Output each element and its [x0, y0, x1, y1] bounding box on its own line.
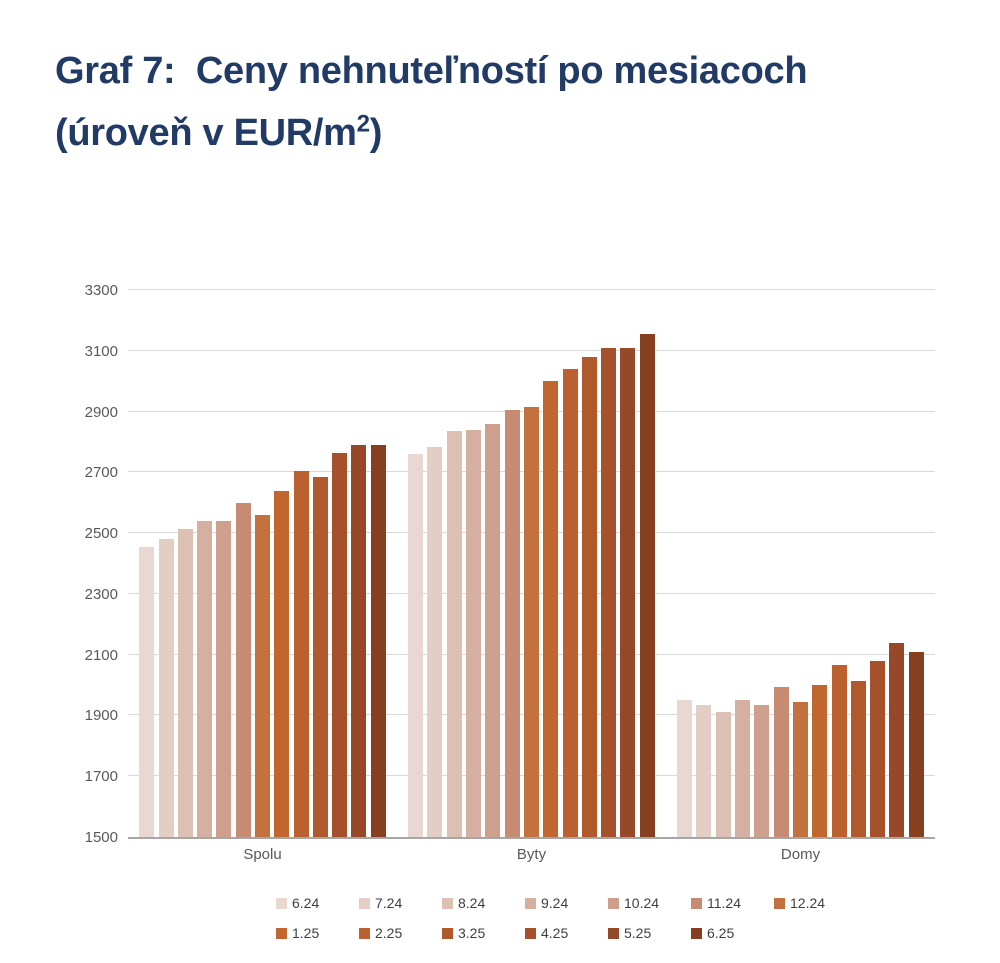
- bar-8.24-byty: [447, 431, 462, 837]
- bar-group-byty: [397, 290, 666, 837]
- legend-item-10.24: [608, 895, 691, 911]
- legend-swatch-icon: [276, 898, 287, 909]
- y-axis-tick: 2100: [84, 646, 118, 664]
- legend-item-1.25: [276, 925, 359, 941]
- legend-label: 9.24: [541, 895, 569, 911]
- x-axis-labels: [128, 846, 935, 863]
- bar-5.25-domy: [889, 643, 904, 837]
- chart-title-superscript: 2: [356, 110, 370, 138]
- x-axis-label-domy: Domy: [780, 846, 821, 863]
- legend: [276, 888, 857, 948]
- legend-label: 10.24: [624, 895, 660, 911]
- legend-swatch-icon: [691, 898, 702, 909]
- legend-swatch-icon: [442, 898, 453, 909]
- legend-row-1: [276, 888, 857, 918]
- bar-6.25-domy: [909, 652, 924, 837]
- y-axis-tick: 3100: [84, 342, 118, 360]
- x-axis-label-spolu: Spolu: [243, 846, 282, 863]
- bar-8.24-domy: [716, 712, 731, 837]
- bar-3.25-domy: [851, 681, 866, 838]
- legend-label: 6.24: [292, 895, 320, 911]
- legend-swatch-icon: [359, 898, 370, 909]
- y-axis-tick: 2500: [84, 525, 118, 543]
- bar-5.25-byty: [620, 348, 635, 837]
- bar-4.25-domy: [870, 661, 885, 837]
- bar-7.24-domy: [696, 705, 711, 837]
- bar-11.24-domy: [774, 687, 789, 837]
- legend-item-11.24: [691, 895, 774, 911]
- bar-8.24-spolu: [178, 529, 193, 837]
- legend-label: 12.24: [790, 895, 826, 911]
- legend-item-4.25: [525, 925, 608, 941]
- bar-11.24-spolu: [236, 503, 251, 837]
- bar-9.24-byty: [466, 430, 481, 837]
- legend-label: 7.24: [375, 895, 403, 911]
- legend-item-2.25: [359, 925, 442, 941]
- bar-1.25-domy: [812, 685, 827, 837]
- legend-item-9.24: [525, 895, 608, 911]
- bar-9.24-domy: [735, 700, 750, 837]
- bar-group-domy: [666, 290, 935, 837]
- bar-3.25-spolu: [313, 477, 328, 837]
- chart-title-line2: (úroveň v EUR/$m^2$): [55, 110, 383, 154]
- bar-4.25-byty: [601, 348, 616, 837]
- chart-title-line1: Graf 7: Ceny nehnuteľností po mesiacoch: [55, 50, 808, 92]
- y-axis-tick: 1500: [84, 829, 118, 846]
- bar-10.24-domy: [754, 705, 769, 837]
- plot-area: [84, 282, 935, 846]
- legend-row-2: [276, 918, 857, 948]
- bar-12.24-spolu: [255, 515, 270, 837]
- legend-label: 6.25: [707, 925, 735, 941]
- legend-item-12.24: [774, 895, 857, 911]
- y-axis-tick: 1700: [84, 768, 118, 786]
- legend-swatch-icon: [442, 928, 453, 939]
- bar-6.25-spolu: [371, 445, 386, 837]
- y-axis-tick: 2700: [84, 464, 118, 482]
- bar-10.24-spolu: [216, 521, 231, 837]
- bar-6.24-byty: [408, 454, 423, 837]
- bar-group-spolu: [128, 290, 397, 837]
- bar-4.25-spolu: [332, 453, 347, 837]
- legend-swatch-icon: [525, 898, 536, 909]
- y-axis-tick: 1900: [84, 707, 118, 725]
- bar-6.24-domy: [677, 700, 692, 837]
- legend-label: 11.24: [707, 895, 741, 911]
- bar-1.25-spolu: [274, 491, 289, 837]
- bar-12.24-byty: [524, 407, 539, 837]
- legend-label: 8.24: [458, 895, 486, 911]
- bar-7.24-byty: [427, 447, 442, 837]
- y-axis-tick: 2300: [84, 585, 118, 603]
- bar-1.25-byty: [543, 381, 558, 837]
- legend-swatch-icon: [359, 928, 370, 939]
- bar-12.24-domy: [793, 702, 808, 837]
- y-axis-tick: 2900: [84, 403, 118, 421]
- bar-6.25-byty: [640, 334, 655, 837]
- bar-7.24-spolu: [159, 539, 174, 837]
- bar-10.24-byty: [485, 424, 500, 837]
- bar-6.24-spolu: [139, 547, 154, 837]
- legend-label: 2.25: [375, 925, 403, 941]
- bar-5.25-spolu: [351, 445, 366, 837]
- legend-swatch-icon: [691, 928, 702, 939]
- legend-label: 4.25: [541, 925, 569, 941]
- legend-item-6.25: [691, 925, 774, 941]
- bar-9.24-spolu: [197, 521, 212, 837]
- legend-item-7.24: [359, 895, 442, 911]
- chart-title: [55, 40, 965, 164]
- legend-item-6.24: [276, 895, 359, 911]
- legend-item-8.24: [442, 895, 525, 911]
- bar-2.25-domy: [832, 665, 847, 837]
- legend-label: 5.25: [624, 925, 652, 941]
- bar-3.25-byty: [582, 357, 597, 837]
- bar-11.24-byty: [505, 410, 520, 837]
- legend-label: 1.25: [292, 925, 320, 941]
- legend-item-3.25: [442, 925, 525, 941]
- legend-item-5.25: [608, 925, 691, 941]
- legend-swatch-icon: [276, 928, 287, 939]
- y-axis-tick: 3300: [84, 282, 118, 299]
- legend-swatch-icon: [608, 898, 619, 909]
- bar-2.25-byty: [563, 369, 578, 837]
- legend-swatch-icon: [774, 898, 785, 909]
- legend-swatch-icon: [525, 928, 536, 939]
- legend-label: 3.25: [458, 925, 486, 941]
- x-axis-label-byty: Byty: [516, 846, 547, 863]
- bar-2.25-spolu: [294, 471, 309, 837]
- legend-swatch-icon: [608, 928, 619, 939]
